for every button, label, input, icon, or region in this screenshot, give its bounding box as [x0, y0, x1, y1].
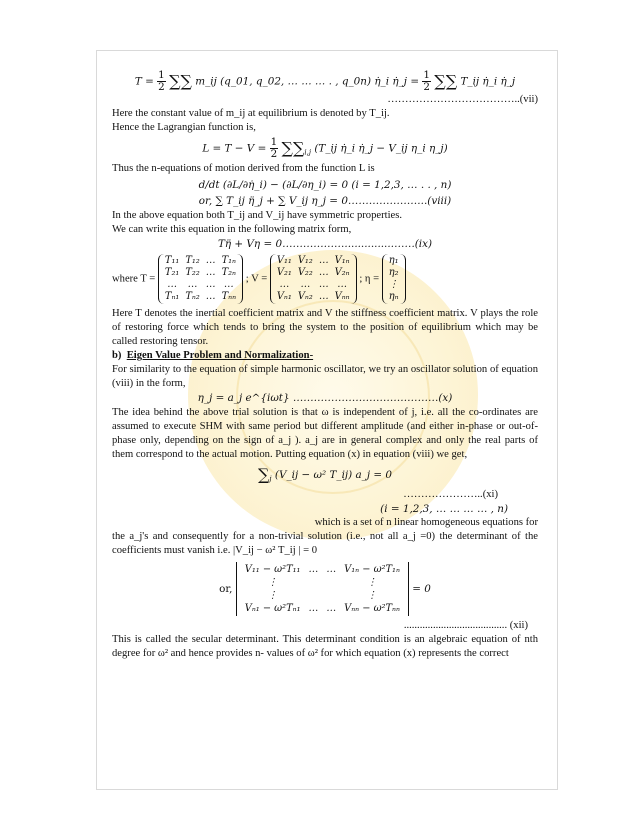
- matrix-cell: V₁₂: [297, 254, 313, 266]
- determinant-matrix: [236, 562, 409, 616]
- text-line: In the above equation both T_ij and V_ij have symmetric properties.: [112, 209, 402, 221]
- matrix-cell: …: [300, 278, 311, 290]
- matrix-cell: …: [318, 266, 329, 278]
- equation-viii: or, ∑ T_ij η̈_j + ∑ V_ij η_j = 0…………………..(viii): [198, 195, 452, 208]
- matrix-cell: ⋮: [367, 576, 377, 588]
- V-label: ; V =: [245, 273, 268, 285]
- matrix-cell: Tₙ₁: [164, 290, 180, 302]
- matrix-cell: T₁ₙ: [221, 254, 237, 266]
- matrix-cell: T₂₁: [164, 266, 180, 278]
- matrix-cell: [305, 576, 323, 589]
- matrix-cell: …: [308, 563, 319, 575]
- equation-euler-lagrange: d/dt (∂L/∂η̇_i) − (∂L/∂η_i) = 0 (i = 1,2,3, … . . , n): [198, 179, 452, 192]
- matrix-cell: ⋮: [267, 589, 278, 601]
- matrix-cell: V₁ₙ − ω²T₁ₙ: [344, 563, 400, 575]
- eta-label: ; η =: [359, 273, 380, 285]
- matrix-cell: Vₙ₂: [297, 290, 313, 302]
- where-label: where T =: [112, 273, 156, 285]
- matrix-cell: …: [279, 278, 290, 290]
- matrix-cell: η₁: [388, 254, 399, 266]
- equation-x: η_j = a_j e^{iωt} ……………………………………(x): [197, 392, 453, 405]
- paragraph: Here T denotes the inertial coefficient matrix and V the stiffness coefficient matrix. V plays the role of restoring force which tends to bring the system to the position of equilibrium which may be called restoring tensor.: [112, 307, 538, 348]
- matrix-cell: …: [326, 563, 337, 575]
- matrix-T: [158, 254, 243, 304]
- text-line: which is a set of n linear homogeneous equations for: [314, 517, 538, 529]
- matrix-cell: Tₙₙ: [221, 290, 237, 302]
- matrix-cell: V₂ₙ: [334, 266, 350, 278]
- matrix-V: [270, 254, 357, 304]
- equation-range-xi: (i = 1,2,3, … … … … , n): [380, 503, 508, 516]
- text-line: Thus the n-equations of motion derived from the function L is: [112, 163, 375, 175]
- matrix-cell: V₁₁ − ω²T₁₁: [244, 563, 301, 575]
- equation-xi: $\sum_j$ (V_ij − ω² T_ij) a_j = 0: [257, 464, 393, 484]
- text-line: We can write this equation in the following matrix form,: [112, 223, 352, 235]
- matrix-cell: ηₙ: [388, 290, 399, 302]
- document-body: [112, 64, 538, 661]
- section-heading: b) Eigen Value Problem and Normalization-: [112, 350, 314, 362]
- paragraph: This is called the secular determinant. This determinant condition is an algebraic equation of nth degree for ω² and hence provides n- values of ω² for which equation (x) represents the correct: [112, 633, 538, 659]
- matrix-cell: Vₙ₁ − ω²Tₙ₁: [244, 602, 301, 614]
- matrix-cell: Vₙ₁: [276, 290, 292, 302]
- matrix-cell: T₂₂: [185, 266, 200, 278]
- matrix-cell: η₂: [388, 266, 399, 278]
- matrix-cell: V₁ₙ: [334, 254, 350, 266]
- matrix-cell: Vₙₙ: [334, 290, 350, 302]
- matrix-cell: …: [187, 278, 198, 290]
- paragraph: For similarity to the equation of simple harmonic oscillator, we try an oscillator solution of equation (viii) in the form,: [112, 364, 538, 390]
- equation-lagrangian: L = T − V = $\frac{1}{2}$ $\sum\sum_{i,j}$ (T_ij η̇_i η̇_j − V_ij η_i η_j): [202, 136, 448, 161]
- matrix-cell: …: [205, 290, 216, 302]
- matrix-cell: [305, 589, 323, 602]
- equation-kinetic-energy: T = $\frac{1}{2}$ ∑∑ m_ij (q_01, q_02, … … … . , q_0n) η̇_i η̇_j = $\frac{1}{2}$ ∑∑ T_ij η̇_i η̇_j: [134, 69, 516, 93]
- paragraph: The idea behind the above trial solution is that ω is independent of j, i.e. all the co-ordinates are assumed to execute SHM with same period but different amplitude (and either in-phase or out-of-phase only, depending on the sign of a_j ). a_j are in general complex and only the real parts of them correspond to the actual motion. Putting equation (x) in equation (viii) we get,: [112, 406, 538, 460]
- equation-ix: Tη̈ + Vη = 0………………..............…….(ix): [217, 237, 433, 250]
- matrix-cell: …: [318, 254, 329, 266]
- matrix-cell: …: [223, 278, 234, 290]
- matrix-cell: Vₙₙ − ω²Tₙₙ: [344, 602, 400, 614]
- matrix-cell: …: [318, 278, 329, 290]
- equation-label-xi: …………………..(xi): [403, 489, 498, 501]
- matrix-cell: [322, 589, 340, 602]
- matrix-cell: V₂₁: [276, 266, 292, 278]
- matrix-cell: Tₙ₂: [185, 290, 200, 302]
- matrix-cell: T₁₂: [185, 254, 200, 266]
- matrix-cell: …: [326, 602, 337, 614]
- matrix-cell: [322, 576, 340, 589]
- matrix-cell: …: [205, 266, 216, 278]
- matrix-cell: …: [308, 602, 319, 614]
- text-line: Hence the Lagrangian function is,: [112, 122, 256, 134]
- vector-eta: [382, 254, 406, 304]
- matrix-cell: V₁₁: [276, 254, 292, 266]
- matrix-cell: ⋮: [267, 576, 278, 588]
- matrix-cell: …: [337, 278, 348, 290]
- matrix-cell: …: [205, 254, 216, 266]
- paragraph: the a_j's and consequently for a non-trivial solution (i.e., not all a_j =0) the determinant of the coefficients must vanish i.e. |V_ij − ω² T_ij | = 0: [112, 531, 538, 557]
- matrix-cell: T₂ₙ: [221, 266, 237, 278]
- text-line: Here the constant value of m_ij at equilibrium is denoted by T_ij.: [112, 108, 390, 120]
- secular-determinant: or, V₁₁ − ω²T₁₁ … … V₁ₙ − ω²T₁ₙ ⋮ ⋮ ⋮ ⋮ Vₙ₁ − ω²Tₙ₁ … … Vₙₙ − ω²Tₙₙ = 0: [219, 563, 431, 614]
- matrix-cell: T₁₁: [164, 254, 180, 266]
- matrix-cell: ⋮: [388, 278, 399, 290]
- matrix-cell: V₂₂: [297, 266, 313, 278]
- matrix-definitions: [112, 254, 538, 304]
- matrix-cell: …: [167, 278, 178, 290]
- matrix-cell: ⋮: [367, 589, 377, 601]
- equation-label-xii: ....................................... (xii): [403, 619, 528, 631]
- matrix-cell: …: [205, 278, 216, 290]
- matrix-cell: …: [318, 290, 329, 302]
- equation-label-vii: ………………………………..(vii): [387, 94, 538, 105]
